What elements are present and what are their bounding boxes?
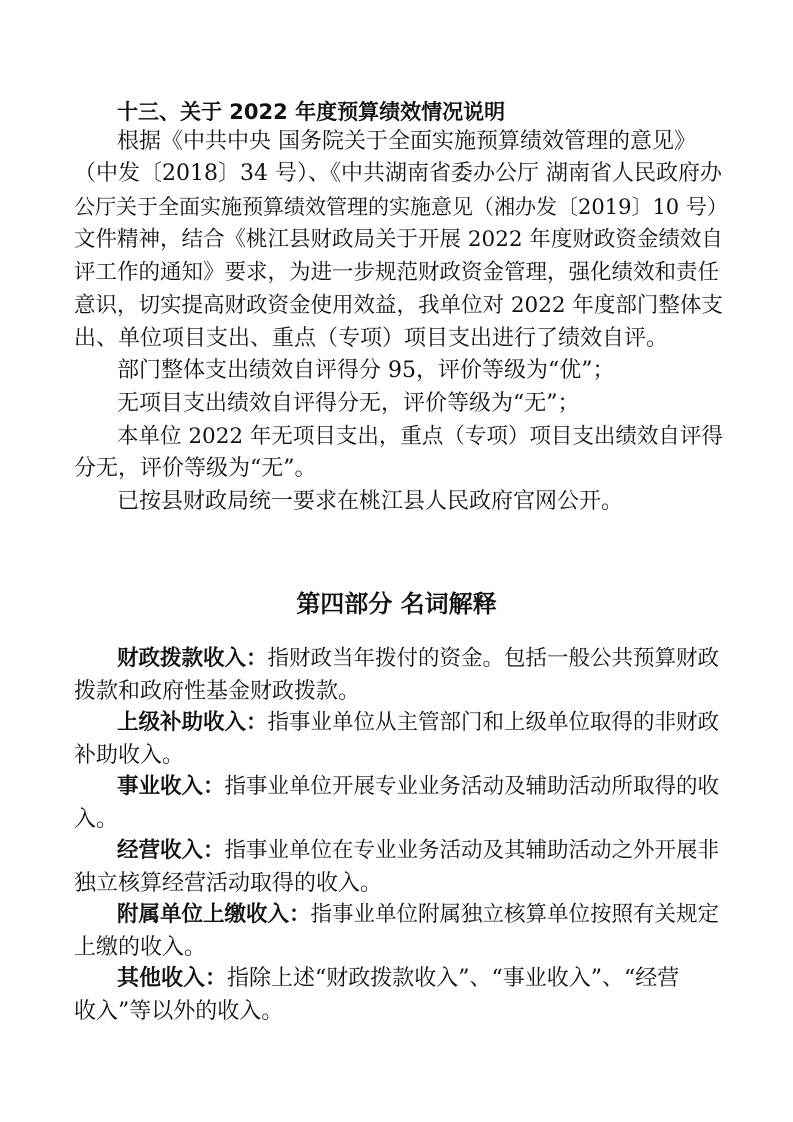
paragraph-line: （中发〔2018〕34 号）、《中共湖南省委办公厅 湖南省人民政府办 — [74, 161, 722, 186]
term-definition: 指事业单位开展专业业务活动及辅助活动所取得的收 — [224, 774, 720, 799]
paragraph-line: 无项目支出绩效自评得分无，评价等级为“无”； — [117, 391, 580, 416]
paragraph-line: 部门整体支出绩效自评得分 95，评价等级为“优”； — [117, 358, 615, 383]
paragraph-line: 公厅关于全面实施预算绩效管理的实施意见（湘办发〔2019〕10 号） — [74, 195, 728, 219]
term-definition-continued: 补助收入。 — [74, 743, 185, 768]
term-line — [0, 900, 793, 930]
term-definition: 指事业单位从主管部门和上级单位取得的非财政 — [267, 710, 720, 735]
term-label: 事业收入： — [117, 774, 225, 799]
part-title: 第四部分 名词解释 — [296, 590, 497, 618]
term-definition: 指财政当年拨付的资金。包括一般公共预算财政 — [267, 646, 720, 671]
term-label: 上级补助收入： — [117, 710, 268, 735]
term-definition-continued: 入。 — [74, 807, 119, 832]
term-definition-continued: 独立核算经营活动取得的收入。 — [74, 871, 383, 896]
paragraph-line: 评工作的通知》要求，为进一步规范财政资金管理，强化绩效和责任 — [74, 260, 720, 285]
term-definition: 指事业单位在专业业务活动及其辅助活动之外开展非 — [224, 838, 720, 863]
section-heading: 十三、关于 2022 年度预算绩效情况说明 — [117, 100, 506, 124]
paragraph-line: 根据《中共中央 国务院关于全面实施预算绩效管理的意见》 — [117, 129, 696, 154]
term-label: 财政拨款收入： — [117, 646, 268, 671]
term-label: 附属单位上缴收入： — [117, 902, 311, 927]
paragraph-line: 意识，切实提高财政资金使用效益，我单位对 2022 年度部门整体支 — [74, 293, 723, 318]
term-label: 经营收入： — [117, 838, 225, 863]
term-line — [0, 964, 793, 994]
term-label: 其他收入： — [117, 966, 228, 991]
term-definition-continued: 上缴的收入。 — [74, 935, 207, 960]
term-line — [0, 772, 793, 802]
paragraph-line: 本单位 2022 年无项目支出，重点（专项）项目支出绩效自评得 — [117, 424, 723, 449]
paragraph-line: 分无，评价等级为“无”。 — [74, 456, 317, 481]
term-line — [0, 836, 793, 866]
term-definition-continued: 收入”等以外的收入。 — [74, 999, 284, 1024]
term-definition: 指除上述“财政拨款收入”、“事业收入”、“经营 — [227, 966, 680, 991]
term-line — [0, 644, 793, 674]
term-definition-continued: 拨款和政府性基金财政拨款。 — [74, 679, 361, 704]
paragraph-line: 出、单位项目支出、重点（专项）项目支出进行了绩效自评。 — [74, 326, 669, 351]
term-line — [0, 708, 793, 738]
paragraph-line: 已按县财政局统一要求在桃江县人民政府官网公开。 — [117, 489, 624, 514]
paragraph-line: 文件精神，结合《桃江县财政局关于开展 2022 年度财政资金绩效自 — [74, 227, 723, 252]
term-definition: 指事业单位附属独立核算单位按照有关规定 — [310, 902, 720, 927]
